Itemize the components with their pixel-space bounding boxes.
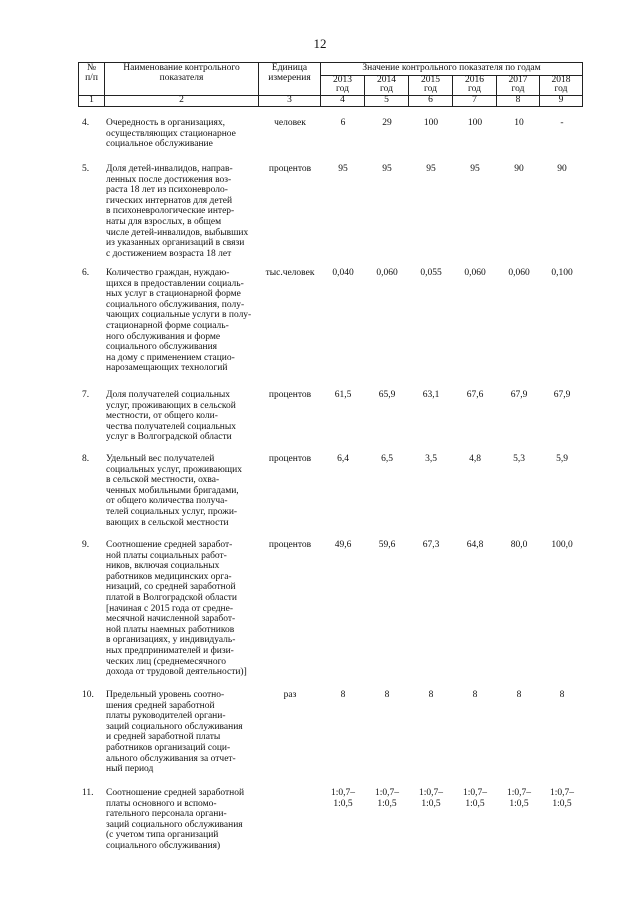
value-line: 1:0,5 xyxy=(333,798,353,809)
column-number: 8 xyxy=(497,95,540,106)
value-line: 1:0,5 xyxy=(465,798,485,809)
value-line: 67,3 xyxy=(422,540,440,550)
row-number: 8. xyxy=(82,454,90,464)
value-line: 59,6 xyxy=(378,540,396,550)
value-cell-2018 xyxy=(539,690,585,701)
indicator-name-line: дохода от трудовой деятельности)] xyxy=(106,667,247,678)
value-line: 80,0 xyxy=(510,540,528,550)
indicator-name-line: из указанных организаций в связи xyxy=(106,238,245,249)
value-cell-2013 xyxy=(320,788,366,809)
year-cell xyxy=(321,75,365,95)
value-cell-2017 xyxy=(496,454,542,465)
year-word: год xyxy=(511,84,525,95)
value-cell-2013 xyxy=(320,390,366,401)
row-number: 7. xyxy=(82,390,90,400)
header-name-cell xyxy=(105,63,259,96)
indicator-name-line: в организациях, у индивидуаль- xyxy=(106,635,236,646)
indicator-name-line: Соотношение средней заработной xyxy=(106,788,245,798)
value-cell-2014 xyxy=(364,690,410,701)
value-cell-2014 xyxy=(364,788,410,809)
year-cell xyxy=(365,75,409,95)
indicator-name-line: заций социального обслуживания xyxy=(106,819,243,830)
value-cell-2018 xyxy=(539,788,585,809)
indicator-name-line: гических интернатов для детей xyxy=(106,195,233,206)
value-cell-2015 xyxy=(408,390,454,401)
unit-cell: процентов xyxy=(268,164,312,174)
header-unit-line-1: Единица xyxy=(271,63,308,73)
indicator-name-line: социальное обслуживание xyxy=(106,139,213,150)
indicator-name-line: платой в Волгоградской области xyxy=(106,592,238,603)
value-cell-2016 xyxy=(452,268,498,279)
indicator-name-line: и средней заработной платы xyxy=(106,732,221,743)
value-line: 65,9 xyxy=(378,390,396,400)
row-number: 4. xyxy=(82,118,90,128)
value-line: 61,5 xyxy=(334,390,352,400)
indicator-name-line: социального обслуживания xyxy=(106,342,218,353)
value-cell-2013 xyxy=(320,690,366,701)
indicator-name-line: Предельный уровень соотно- xyxy=(106,690,225,700)
value-cell-2018 xyxy=(539,540,585,551)
value-cell-2014 xyxy=(364,390,410,401)
value-cell-2017 xyxy=(496,788,542,809)
value-line: 90 xyxy=(557,164,567,174)
value-line: 0,100 xyxy=(551,268,573,278)
column-number: 5 xyxy=(365,95,409,106)
indicator-name-line: телей социальных услуг, прожи- xyxy=(106,506,238,517)
value-line: 6,5 xyxy=(381,454,393,464)
year-word: год xyxy=(336,84,349,95)
column-number: 7 xyxy=(453,95,497,106)
unit-cell: человек xyxy=(274,118,306,128)
value-line: 0,060 xyxy=(508,268,530,278)
value-line: 95 xyxy=(382,164,392,174)
value-line: 1:0,7– xyxy=(374,788,399,798)
indicator-name-line: заций социального обслуживания xyxy=(106,721,243,732)
indicator-name-line: Доля детей-инвалидов, направ- xyxy=(106,164,233,174)
value-cell-2017 xyxy=(496,390,542,401)
value-cell-2015 xyxy=(408,454,454,465)
year-label: 2013 xyxy=(333,74,352,85)
indicator-name-line: низаций, со средней заработной xyxy=(106,582,236,593)
value-line: 67,9 xyxy=(553,390,571,400)
value-cell-2018 xyxy=(539,164,585,175)
value-cell-2013 xyxy=(320,118,366,129)
value-cell-2015 xyxy=(408,690,454,701)
value-cell-2016 xyxy=(452,390,498,401)
indicator-name-line: Доля получателей социальных xyxy=(106,390,231,400)
value-line: 95 xyxy=(426,164,436,174)
value-line: 8 xyxy=(516,690,522,700)
column-number: 2 xyxy=(105,95,259,106)
row-number: 5. xyxy=(82,164,90,174)
indicator-name xyxy=(106,268,258,374)
year-cell xyxy=(409,75,453,95)
year-label: 2014 xyxy=(377,74,396,85)
value-cell-2017 xyxy=(496,540,542,551)
value-cell-2013 xyxy=(320,268,366,279)
header-unit-line-2: измерения xyxy=(268,72,311,83)
value-line: 1:0,5 xyxy=(421,798,441,809)
value-cell-2018 xyxy=(539,268,585,279)
value-cell-2015 xyxy=(408,164,454,175)
value-line: 0,055 xyxy=(420,268,442,278)
indicator-name-line: месячной начисленной заработ- xyxy=(106,614,236,625)
year-word: год xyxy=(380,84,393,95)
indicator-name-line: работников медицинских орга- xyxy=(106,571,232,582)
indicator-name-line: Количество граждан, нуждаю- xyxy=(106,268,230,278)
value-line: - xyxy=(560,118,564,128)
value-line: 1:0,7– xyxy=(418,788,443,798)
value-line: 90 xyxy=(514,164,524,174)
indicator-name-line: услуг в Волгоградской области xyxy=(106,432,232,443)
value-line: 3,5 xyxy=(425,454,437,464)
column-number: 9 xyxy=(540,95,583,106)
value-cell-2016 xyxy=(452,118,498,129)
row-number: 6. xyxy=(82,268,90,278)
indicator-name-line: работников организаций соци- xyxy=(106,742,231,753)
value-line: 1:0,7– xyxy=(506,788,531,798)
indicator-name xyxy=(106,118,258,150)
value-cell-2015 xyxy=(408,268,454,279)
value-line: 5,9 xyxy=(556,454,568,464)
value-line: 64,8 xyxy=(466,540,484,550)
value-cell-2018 xyxy=(539,454,585,465)
value-cell-2014 xyxy=(364,454,410,465)
value-cell-2017 xyxy=(496,268,542,279)
value-line: 1:0,5 xyxy=(377,798,397,809)
header-num-cell xyxy=(79,63,105,96)
value-line: 95 xyxy=(470,164,480,174)
value-line: 67,6 xyxy=(466,390,484,400)
value-cell-2015 xyxy=(408,788,454,809)
indicator-name-line: в психоневрологические интер- xyxy=(106,206,235,217)
value-line: 100 xyxy=(423,118,439,128)
indicator-name-line: нарозамещающих технологий xyxy=(106,363,228,374)
value-cell-2016 xyxy=(452,164,498,175)
column-number: 6 xyxy=(409,95,453,106)
value-line: 6 xyxy=(340,118,346,128)
indicator-name-line: платы основного и вспомо- xyxy=(106,798,217,809)
indicator-name-line: в сельской местности, охва- xyxy=(106,475,220,486)
value-line: 1:0,7– xyxy=(549,788,574,798)
year-word: год xyxy=(424,84,437,95)
indicator-name xyxy=(106,540,258,678)
indicator-name-line: ных предпринимателей и физи- xyxy=(106,645,234,656)
row-number: 9. xyxy=(82,540,90,550)
value-line: 100 xyxy=(467,118,483,128)
page-number: 12 xyxy=(313,36,327,51)
indicator-name-line: ального обслуживания за отчет- xyxy=(106,753,236,764)
value-cell-2018 xyxy=(539,390,585,401)
unit-cell: процентов xyxy=(268,540,312,550)
indicator-name-line: социального обслуживания) xyxy=(106,840,221,851)
indicator-name-line: ной платы социальных работ- xyxy=(106,550,227,561)
value-line: 8 xyxy=(559,690,565,700)
indicator-name xyxy=(106,164,258,259)
value-cell-2015 xyxy=(408,118,454,129)
indicator-name-line: ленных после достижения воз- xyxy=(106,174,232,185)
value-cell-2013 xyxy=(320,540,366,551)
indicator-name-line: Удельный вес получателей xyxy=(106,454,215,464)
indicator-name xyxy=(106,690,258,775)
indicator-name xyxy=(106,454,258,528)
indicator-name-line: вающих в сельской местности xyxy=(106,517,229,528)
indicator-name-line: [начиная с 2015 года от средне- xyxy=(106,603,234,614)
indicator-name-line: шения средней заработной xyxy=(106,700,215,711)
value-cell-2013 xyxy=(320,454,366,465)
year-word: год xyxy=(468,84,481,95)
value-line: 1:0,7– xyxy=(462,788,487,798)
value-cell-2016 xyxy=(452,454,498,465)
value-line: 49,6 xyxy=(334,540,352,550)
value-cell-2016 xyxy=(452,690,498,701)
value-line: 0,060 xyxy=(376,268,398,278)
indicator-name-line: щихся в предоставлении социаль- xyxy=(106,278,244,289)
indicator-name-line: на дому с применением стацио- xyxy=(106,352,235,363)
header-num-label: № xyxy=(86,63,97,73)
value-cell-2017 xyxy=(496,118,542,129)
year-label: 2017 xyxy=(508,74,528,85)
value-line: 100,0 xyxy=(551,540,573,550)
value-line: 6,4 xyxy=(337,454,349,464)
value-cell-2018 xyxy=(539,118,585,129)
value-line: 10 xyxy=(514,118,524,128)
value-cell-2017 xyxy=(496,164,542,175)
indicator-name-line: с достижением возраста 18 лет xyxy=(106,248,232,259)
header-unit-cell xyxy=(259,63,321,96)
value-line: 1:0,7– xyxy=(330,788,355,798)
indicator-name-line: платы руководителей органи- xyxy=(106,711,226,722)
indicator-name-line: социальных услуг, проживающих xyxy=(106,464,242,475)
value-line: 8 xyxy=(472,690,478,700)
indicator-name-line: чающих социальные услуги в полу- xyxy=(106,310,252,321)
unit-cell: тыс.человек xyxy=(265,268,315,278)
indicator-name-line: ных услуг в стационарной форме xyxy=(106,289,241,300)
indicator-name-line: социального обслуживания, полу- xyxy=(106,299,245,310)
indicator-name-line: от общего количества получа- xyxy=(106,496,228,507)
indicator-name-line: ной платы наемных работников xyxy=(106,624,235,635)
header-value-title: Значение контрольного показателя по годам xyxy=(321,63,583,76)
indicator-name-line: услуг, проживающих в сельской xyxy=(106,400,236,411)
indicator-name xyxy=(106,390,258,443)
value-line: 8 xyxy=(384,690,390,700)
unit-cell: процентов xyxy=(268,454,312,464)
value-line: 0,060 xyxy=(464,268,486,278)
column-number: 4 xyxy=(321,95,365,106)
year-label: 2015 xyxy=(421,74,440,85)
value-cell-2017 xyxy=(496,690,542,701)
value-cell-2014 xyxy=(364,268,410,279)
column-number: 3 xyxy=(259,95,321,106)
indicator-name-line: ного обслуживания и форме xyxy=(106,331,221,342)
year-cell xyxy=(453,75,497,95)
value-line: 1:0,5 xyxy=(509,798,529,809)
unit-cell: раз xyxy=(283,690,297,700)
value-line: 5,3 xyxy=(513,454,525,464)
indicator-name-line: ченных мобильными бригадами, xyxy=(106,485,239,496)
indicator-name-line: раста 18 лет из психоневроло- xyxy=(106,185,228,196)
value-cell-2015 xyxy=(408,540,454,551)
year-label: 2016 xyxy=(465,74,484,85)
indicator-name xyxy=(106,788,258,852)
indicator-name-line: числе детей-инвалидов, выбывших xyxy=(106,227,249,238)
value-line: 8 xyxy=(428,690,434,700)
indicator-name-line: ческих лиц (среднемесячного xyxy=(106,656,226,667)
indicator-name-line: гательного персонала органи- xyxy=(106,809,227,820)
row-number: 11. xyxy=(82,788,94,798)
header-name-line-1: Наименование контрольного xyxy=(123,63,240,73)
header-pp-label: п/п xyxy=(85,72,98,83)
value-line: 0,040 xyxy=(332,268,354,278)
year-cell xyxy=(540,75,583,95)
value-line: 95 xyxy=(338,164,348,174)
table-header xyxy=(78,62,583,107)
indicator-name-line: чества получателей социальных xyxy=(106,421,237,432)
value-cell-2014 xyxy=(364,540,410,551)
value-cell-2014 xyxy=(364,118,410,129)
indicator-name-line: наты для взрослых, в общем xyxy=(106,216,222,227)
year-label: 2018 xyxy=(551,74,571,85)
indicator-name-line: стационарной форме социаль- xyxy=(106,320,229,331)
indicator-name-line: (с учетом типа организаций xyxy=(106,830,219,841)
indicator-name-line: местности, от общего коли- xyxy=(106,411,218,422)
year-word: год xyxy=(554,84,568,95)
value-cell-2016 xyxy=(452,540,498,551)
indicator-name-line: осуществляющих стационарное xyxy=(106,128,236,139)
value-cell-2013 xyxy=(320,164,366,175)
indicator-name-line: Соотношение средней заработ- xyxy=(106,540,233,550)
value-line: 29 xyxy=(382,118,392,128)
value-line: 8 xyxy=(340,690,346,700)
row-number: 10. xyxy=(82,690,94,700)
year-cell xyxy=(497,75,540,95)
indicator-name-line: ников, включая социальных xyxy=(106,561,220,572)
unit-cell: процентов xyxy=(268,390,312,400)
header-name-line-2: показателя xyxy=(159,72,204,83)
value-line: 67,9 xyxy=(510,390,528,400)
column-number: 1 xyxy=(79,95,105,106)
indicator-name-line: ный период xyxy=(106,764,154,775)
value-line: 1:0,5 xyxy=(552,798,572,809)
value-cell-2016 xyxy=(452,788,498,809)
value-cell-2014 xyxy=(364,164,410,175)
indicator-name-line: Очередность в организациях, xyxy=(106,118,225,128)
value-line: 63,1 xyxy=(422,390,440,400)
value-line: 4,8 xyxy=(469,454,481,464)
